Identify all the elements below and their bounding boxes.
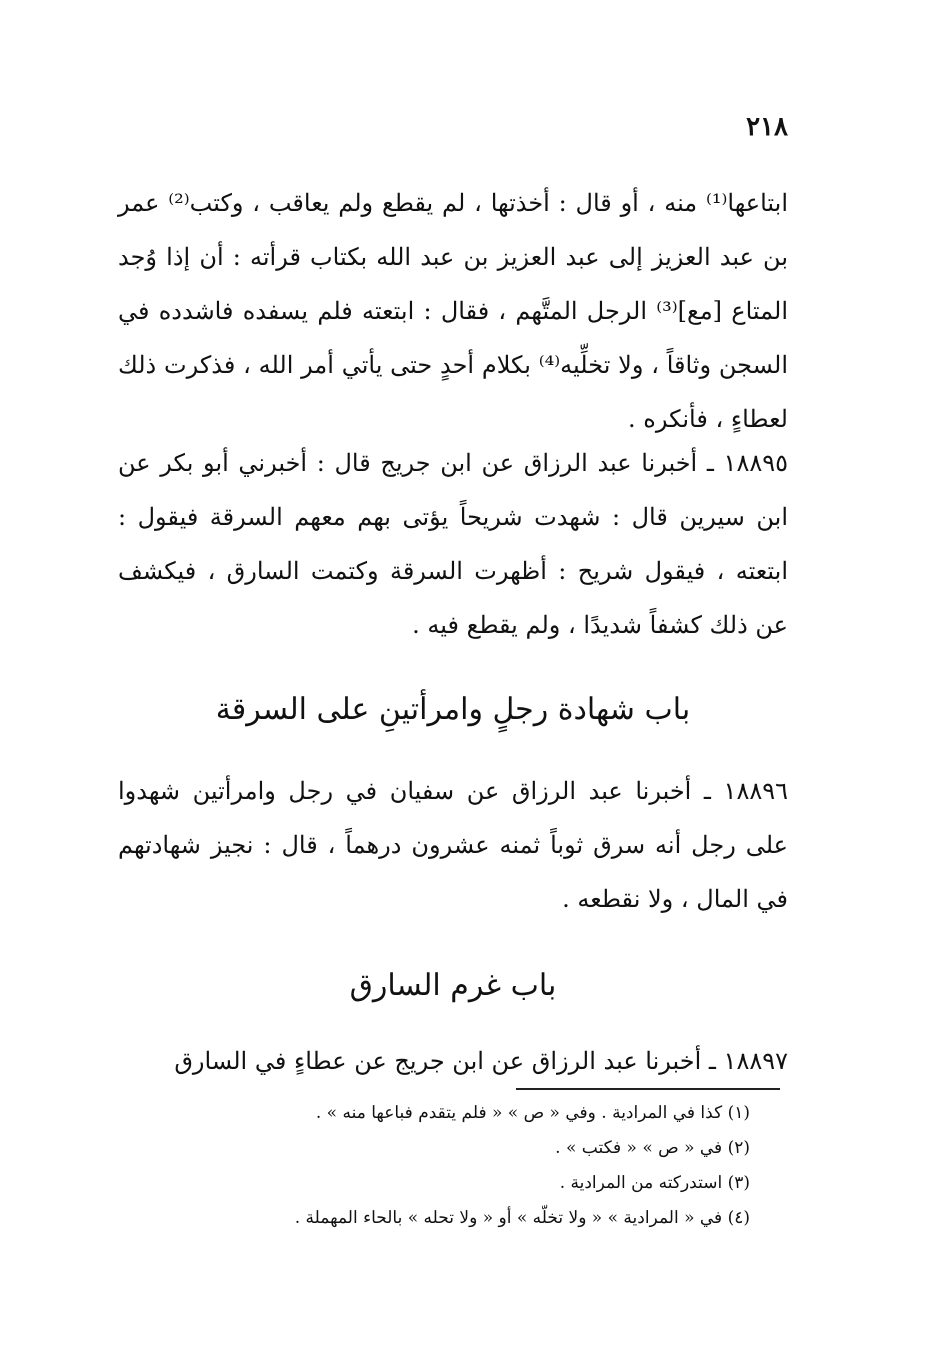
paragraph-continuation: ابتاعها⁽¹⁾ منه ، أو قال : أخذتها ، لم يقطع ولم يعاقب ، وكتب⁽²⁾ عمر بن عبد العزيز إلى عبد العزيز بن عبد الله بكتاب قرأته : أن إذا وُجد المتاع [مع]⁽³⁾ الرجل المتَّهم ، فقال : ابتعته فلم يسفده فاشدده في السجن وثاقاً ، ولا تخلِّيه⁽⁴⁾ بكلام أحدٍ حتى يأتي أمر الله ، فذكرت ذلك لعطاءٍ ، فأنكره .	[118, 189, 789, 433]
footnote-1: (١) كذا في المرادية . وفي « ص » « فلم يتقدم فباعها منه » .	[315, 1103, 750, 1123]
paragraph-18897: ١٨٨٩٧ ـ أخبرنا عبد الرزاق عن ابن جريج عن عطاءٍ في السارق	[174, 1047, 788, 1075]
footnote-3: (٣) استدركته من المرادية .	[559, 1173, 750, 1193]
paragraph-18895: ١٨٨٩٥ ـ أخبرنا عبد الرزاق عن ابن جريج قال : أخبرني أبو بكر عن ابن سيرين قال : شهدت شريحاً يؤتى بهم معهم السرقة فيقول : ابتعته ، فيقول شريح : أظهرت السرقة وكتمت السارق ، فيكشف عن ذلك كشفاً شديدًا ، ولم يقطع فيه .	[118, 449, 789, 639]
footnote-divider	[516, 1088, 780, 1090]
page-number: ٢١٨	[746, 112, 788, 142]
footnote-2: (٢) في « ص » « فكتب » .	[555, 1138, 750, 1158]
chapter-heading-thief-liability: باب غرم السارق	[349, 968, 557, 1003]
chapter-heading-testimony: باب شهادة رجلٍ وامرأتينِ على السرقة	[215, 692, 691, 727]
footnotes-list	[118, 1096, 750, 1236]
footnote-4: (٤) في « المرادية » « ولا تخلّه » أو « ولا تحله » بالحاء المهملة .	[294, 1208, 750, 1228]
paragraph-18896: ١٨٨٩٦ ـ أخبرنا عبد الرزاق عن سفيان في رجل وامرأتين شهدوا على رجل أنه سرق ثوباً ثمنه عشرون درهماً ، قال : نجيز شهادتهم في المال ، ولا نقطعه .	[118, 777, 788, 913]
